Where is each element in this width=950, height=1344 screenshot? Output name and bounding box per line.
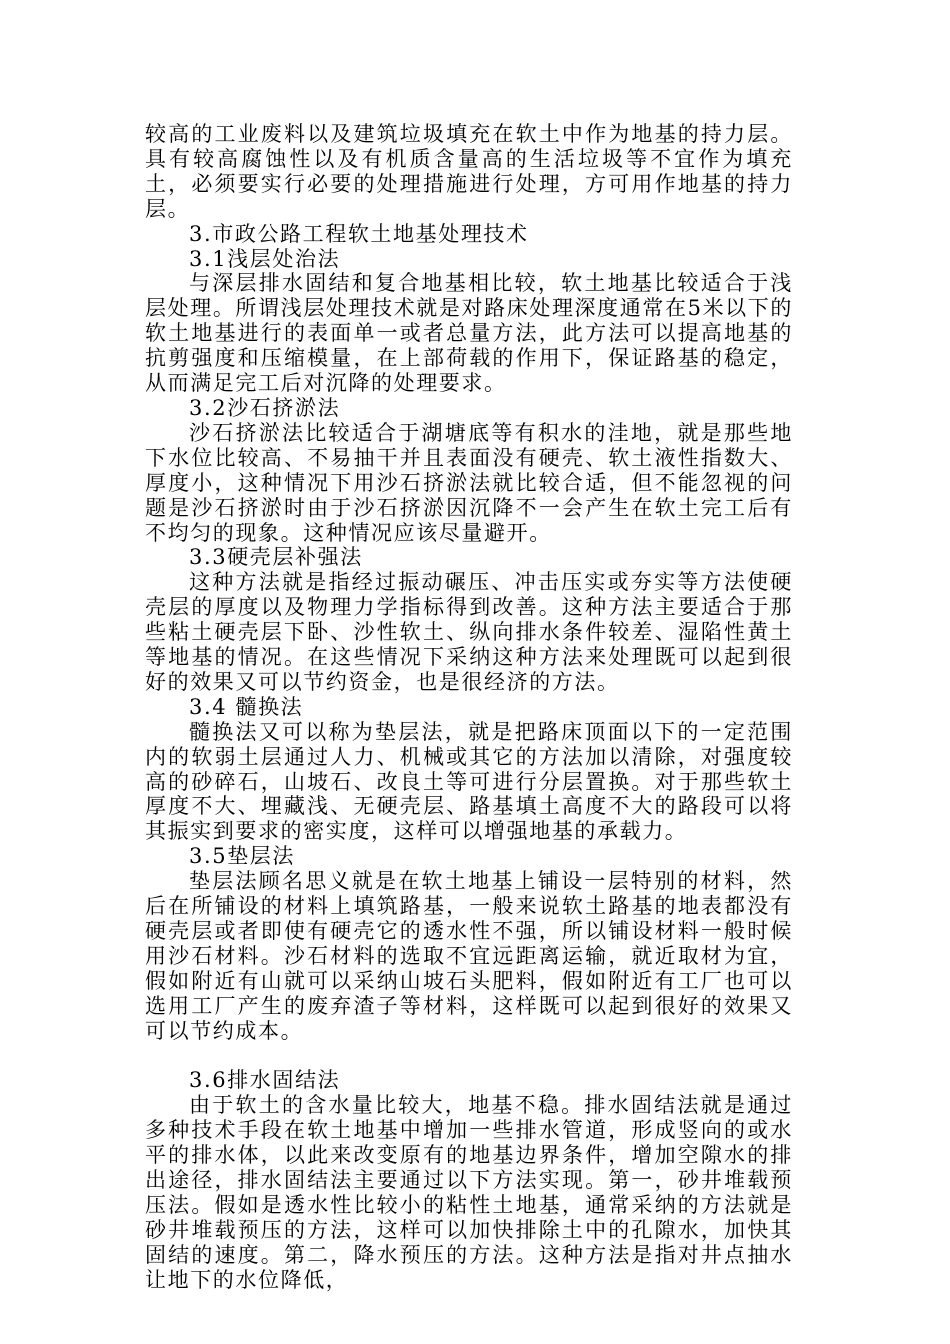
paragraph-sand-gravel-displacement: 沙石挤淤法比较适合于湖塘底等有积水的洼地，就是那些地下水位比较高、不易抽干并且表面没有硬壳、软土液性指数大、厚度小，这种情况下用沙石挤淤法就比较合适，但不能忽视的问题是沙石挤淤时由于沙石挤淤因沉降不一会产生在软土完工后有不均匀的现象。这种情况应该尽量避开。 xyxy=(145,420,793,545)
heading-3-2: 3.2沙石挤淤法 xyxy=(189,395,341,420)
paragraph-crust-reinforcement: 这种方法就是指经过振动碾压、冲击压实或夯实等方法使硬壳层的厚度以及物理力学指标得到改善。这种方法主要适合于那些粘土硬壳层下卧、沙性软土、纵向排水条件较差、湿陷性黄土等地基的情况。在这些情况下采纳这种方法来处理既可以起到很好的效果又可以节约资金，也是很经济的方法。 xyxy=(145,570,793,694)
blank-line xyxy=(145,1044,793,1069)
heading-3-3: 3.3硬壳层补强法 xyxy=(189,545,363,570)
heading-3-5: 3.5垫层法 xyxy=(189,844,295,869)
heading-3-6: 3.6排水固结法 xyxy=(189,1068,341,1093)
paragraph-cushion-method: 垫层法顾名思义就是在软土地基上铺设一层特别的材料，然后在所铺设的材料上填筑路基，一般来说软土路基的地表都没有硬壳层或者即使有硬壳它的透水性不强，所以铺设材料一般时候用沙石材料。沙石材料的选取不宜远距离运输，就近取材为宜，假如附近有山就可以采纳山坡石头肥料，假如附近有工厂也可以选用工厂产生的废弃渣子等材料，这样既可以起到很好的效果又可以节约成本。 xyxy=(145,869,793,1043)
heading-3-4: 3.4 髓换法 xyxy=(189,694,304,719)
paragraph-drainage-consolidation: 由于软土的含水量比较大，地基不稳。排水固结法就是通过多种技术手段在软土地基中增加一些排水管道，形成竖向的或水平的排水体，以此来改变原有的地基边界条件，增加空隙水的排出途径，排水固结法主要通过以下方法实现。第一，砂井堆载预压法。假如是透水性比较小的粘性土地基，通常采纳的方法就是砂井堆载预压的方法，这样可以加快排除土中的孔隙水，加快其固结的速度。第二，降水预压的方法。这种方法是指对井点抽水让地下的水位降低， xyxy=(145,1093,793,1292)
heading-3-1: 3.1浅层处治法 xyxy=(189,246,341,271)
heading-section-3: 3.市政公路工程软土地基处理技术 xyxy=(189,221,529,246)
paragraph-fill-material: 较高的工业废料以及建筑垃圾填充在软土中作为地基的持力层。具有较高腐蚀性以及有机质含量高的生活垃圾等不宜作为填充土，必须要实行必要的处理措施进行处理，方可用作地基的持力层。 xyxy=(145,122,793,221)
paragraph-shallow-treatment: 与深层排水固结和复合地基相比较，软土地基比较适合于浅层处理。所谓浅层处理技术就是对路床处理深度通常在5米以下的软土地基进行的表面单一或者总量方法，此方法可以提高地基的抗剪强度和压缩模量，在上部荷载的作用下，保证路基的稳定，从而满足完工后对沉降的处理要求。 xyxy=(145,271,793,396)
paragraph-replacement-method: 髓换法又可以称为垫层法，就是把路床顶面以下的一定范围内的软弱土层通过人力、机械或其它的方法加以清除，对强度较高的砂碎石，山坡石、改良土等可进行分层置换。对于那些软土厚度不大、埋藏浅、无硬壳层、路基填土高度不大的路段可以将其振实到要求的密实度，这样可以增强地基的承载力。 xyxy=(145,719,793,844)
document-page xyxy=(145,122,793,1293)
